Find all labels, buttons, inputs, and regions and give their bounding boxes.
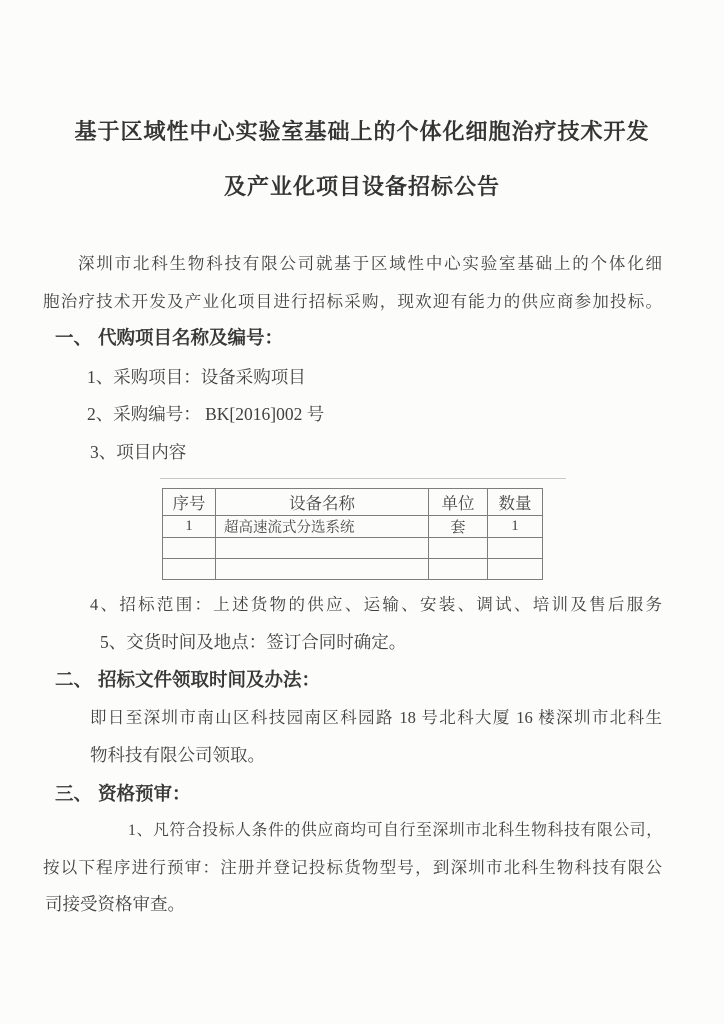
document-title-line-2: 及产业化项目设备招标公告: [223, 174, 500, 199]
table-header-seq: 序号: [163, 489, 216, 516]
section-3-line-2: 按以下程序进行预审：注册并登记投标货物型号，到深圳市北科生物科技有限公: [43, 858, 662, 877]
section-2-number: 二、: [55, 671, 93, 691]
cell-seq: [163, 538, 216, 559]
item-bid-scope: 4、招标范围：上述货物的供应、运输、安装、调试、培训及售后服务: [90, 595, 662, 614]
cell-quantity: [488, 559, 543, 580]
intro-line-2: 胞治疗技术开发及产业化项目进行招标采购，现欢迎有能力的供应商参加投标。: [43, 292, 662, 311]
section-2-line-1: 即日至深圳市南山区科技园南区科园路 18 号北科大厦 16 楼深圳市北科生: [90, 708, 662, 727]
table-row: [163, 538, 543, 559]
equipment-table: [162, 488, 543, 580]
cell-unit: [429, 538, 488, 559]
intro-line-1: 深圳市北科生物科技有限公司就基于区域性中心实验室基础上的个体化细: [78, 254, 662, 273]
cell-seq: 1: [163, 516, 216, 538]
table-row: [163, 559, 543, 580]
cell-unit: [429, 559, 488, 580]
document-title-line-1: 基于区域性中心实验室基础上的个体化细胞治疗技术开发: [74, 119, 650, 144]
table-header-quantity: 数量: [488, 489, 543, 516]
table-header-unit: 单位: [429, 489, 488, 516]
section-2-line-2: 物科技有限公司领取。: [90, 745, 265, 765]
table-header-row: [163, 489, 543, 516]
item-delivery-time: 5、交货时间及地点：签订合同时确定。: [100, 632, 407, 652]
section-1-number: 一、: [55, 329, 93, 349]
cell-device-name: [216, 559, 429, 580]
section-1-heading: [55, 327, 283, 352]
section-3-number: 三、: [55, 785, 93, 805]
cell-seq: [163, 559, 216, 580]
cell-device-name: [216, 538, 429, 559]
cell-quantity: 1: [488, 516, 543, 538]
section-1-title: 代购项目名称及编号：: [98, 329, 284, 349]
item-procurement-project: 1、采购项目：设备采购项目: [87, 367, 306, 387]
section-3-line-1: 1、凡符合投标人条件的供应商均可自行至深圳市北科生物科技有限公司，: [128, 822, 662, 839]
table-row: [163, 516, 543, 538]
item-project-content: 3、项目内容: [90, 442, 187, 462]
section-2-heading: [55, 669, 320, 694]
table-header-device-name: 设备名称: [216, 489, 429, 516]
section-3-heading: [55, 783, 191, 808]
scan-artifact-line: [160, 478, 566, 479]
cell-quantity: [488, 538, 543, 559]
section-3-title: 资格预审：: [98, 785, 191, 805]
cell-device-name: 超高速流式分选系统: [216, 516, 429, 538]
item-procurement-number: 2、采购编号： BK[2016]002 号: [87, 404, 325, 424]
section-3-line-3: 司接受资格审查。: [45, 894, 185, 914]
section-2-title: 招标文件领取时间及办法：: [98, 671, 321, 691]
cell-unit: 套: [429, 516, 488, 538]
